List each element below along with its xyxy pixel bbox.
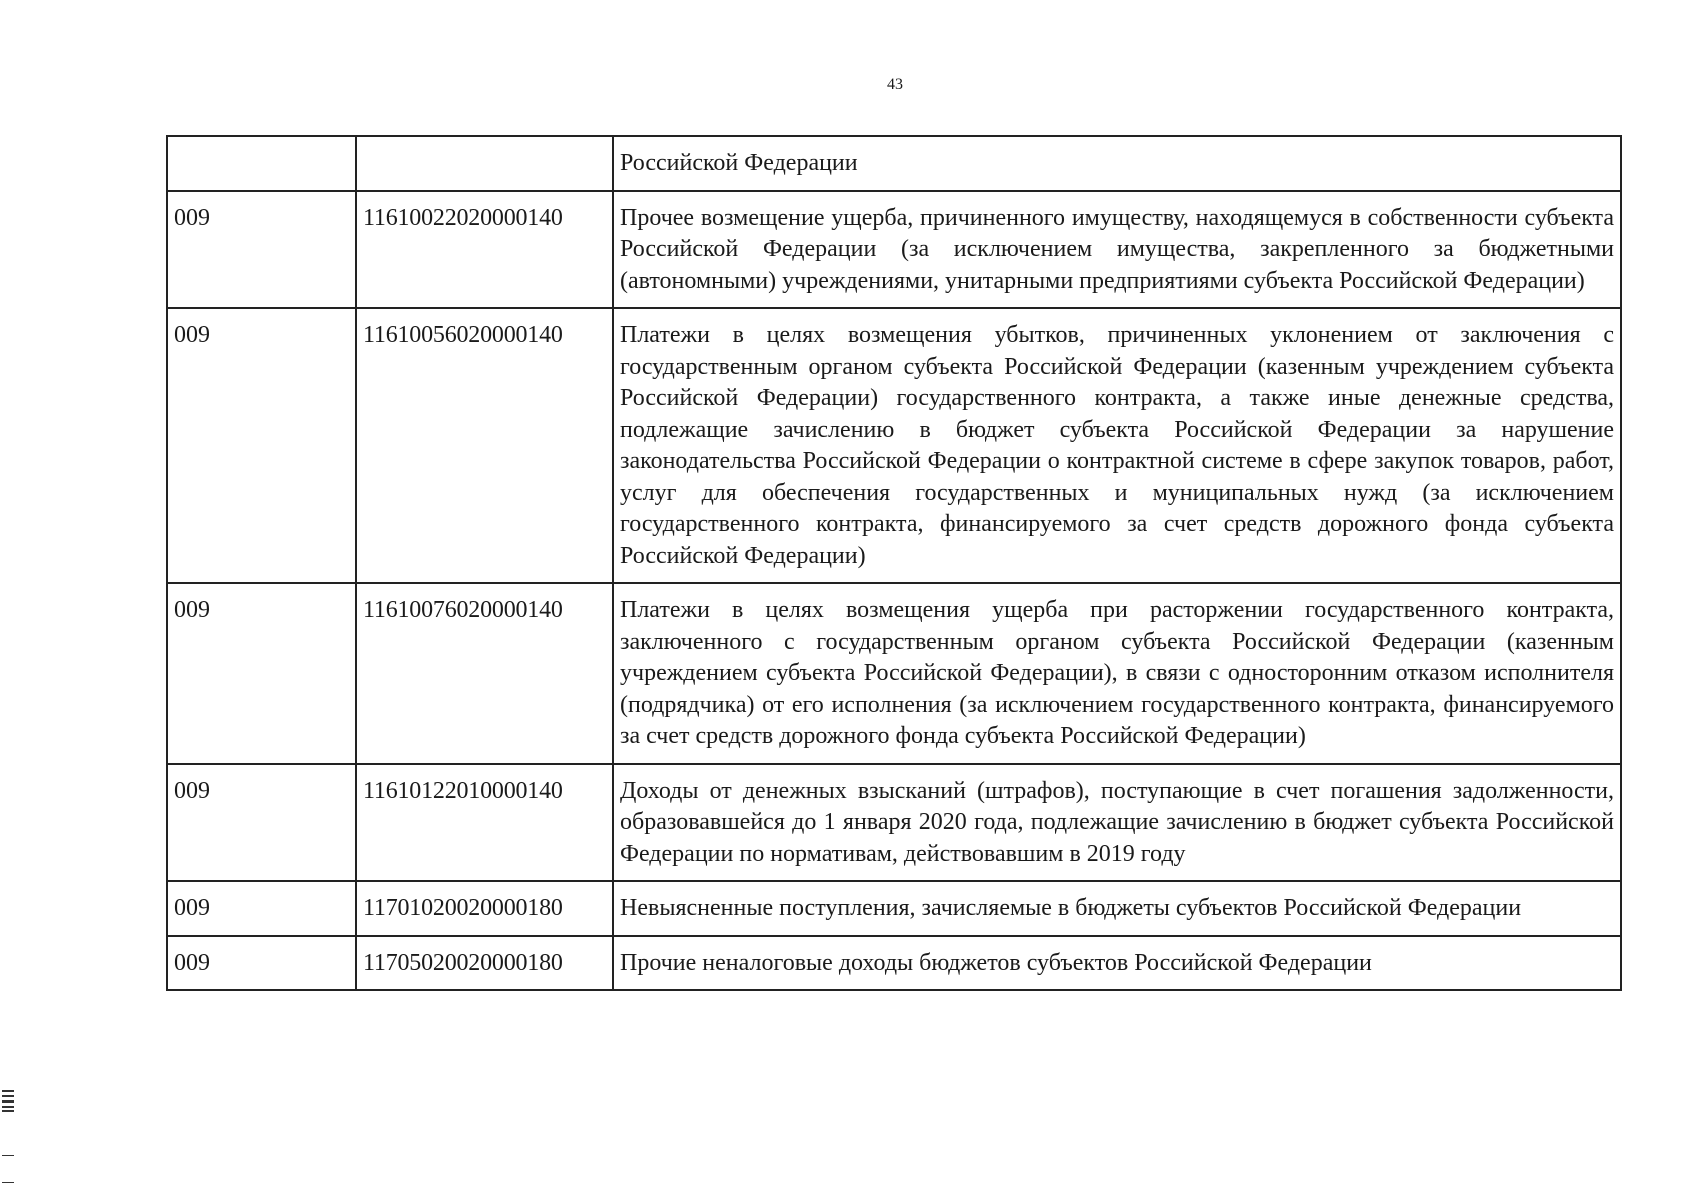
description-cell: Платежи в целях возмещения убытков, причиненных уклонением от заключения с государственным органом субъекта Российской Федерации (казенным учреждением субъекта Российской Федерации) государственного контракта, а также иные денежные средства, подлежащие зачислению в бюджет субъекта Российской Федерации за нарушение законодательства Российской Федерации о контрактной системе в сфере закупок товаров, работ, услуг для обеспечения государственных и муниципальных нужд (за исключением государственного контракта, финансируемого за счет средств дорожного фонда субъекта Российской Федерации) bbox=[613, 308, 1621, 583]
scan-mark bbox=[2, 1090, 14, 1092]
admin-code-cell: 009 bbox=[167, 936, 356, 991]
description-cell: Платежи в целях возмещения ущерба при расторжении государственного контракта, заключенного с государственным органом субъекта Российской Федерации (казенным учреждением субъекта Российской Федерации), в связи с односторонним отказом исполнителя (подрядчика) от его исполнения (за исключением государственного контракта, финансируемого за счет средств дорожного фонда субъекта Российской Федерации) bbox=[613, 583, 1621, 764]
table-row bbox=[167, 191, 1621, 309]
table-row bbox=[167, 881, 1621, 936]
table-row bbox=[167, 764, 1621, 882]
scan-mark bbox=[2, 1182, 14, 1183]
table-row bbox=[167, 583, 1621, 764]
admin-code-cell: 009 bbox=[167, 191, 356, 309]
scan-mark bbox=[2, 1100, 14, 1103]
page-number: 43 bbox=[887, 76, 903, 93]
scan-mark bbox=[2, 1095, 14, 1097]
scan-mark bbox=[2, 1155, 14, 1156]
description-cell: Доходы от денежных взысканий (штрафов), поступающие в счет погашения задолженности, образовавшейся до 1 января 2020 года, подлежащие зачислению в бюджет субъекта Российской Федерации по нормативам, действовавшим в 2019 году bbox=[613, 764, 1621, 882]
scan-mark bbox=[2, 1110, 14, 1112]
scan-mark bbox=[2, 1106, 14, 1108]
admin-code-cell: 009 bbox=[167, 308, 356, 583]
table-row bbox=[167, 308, 1621, 583]
budget-revenue-table bbox=[166, 135, 1622, 991]
admin-code-cell: 009 bbox=[167, 764, 356, 882]
description-cell: Невыясненные поступления, зачисляемые в бюджеты субъектов Российской Федерации bbox=[613, 881, 1621, 936]
description-cell: Российской Федерации bbox=[613, 136, 1621, 191]
admin-code-cell: 009 bbox=[167, 881, 356, 936]
kbk-code-cell: 11701020020000180 bbox=[356, 881, 613, 936]
table-row bbox=[167, 936, 1621, 991]
kbk-code-cell: 11610122010000140 bbox=[356, 764, 613, 882]
admin-code-cell bbox=[167, 136, 356, 191]
kbk-code-cell: 11610022020000140 bbox=[356, 191, 613, 309]
description-cell: Прочее возмещение ущерба, причиненного имуществу, находящемуся в собственности субъекта Российской Федерации (за исключением имущества, закрепленного за бюджетными (автономными) учреждениями, унитарными предприятиями субъекта Российской Федерации) bbox=[613, 191, 1621, 309]
kbk-code-cell bbox=[356, 136, 613, 191]
admin-code-cell: 009 bbox=[167, 583, 356, 764]
table-row bbox=[167, 136, 1621, 191]
description-cell: Прочие неналоговые доходы бюджетов субъектов Российской Федерации bbox=[613, 936, 1621, 991]
kbk-code-cell: 11610056020000140 bbox=[356, 308, 613, 583]
kbk-code-cell: 11610076020000140 bbox=[356, 583, 613, 764]
kbk-code-cell: 11705020020000180 bbox=[356, 936, 613, 991]
